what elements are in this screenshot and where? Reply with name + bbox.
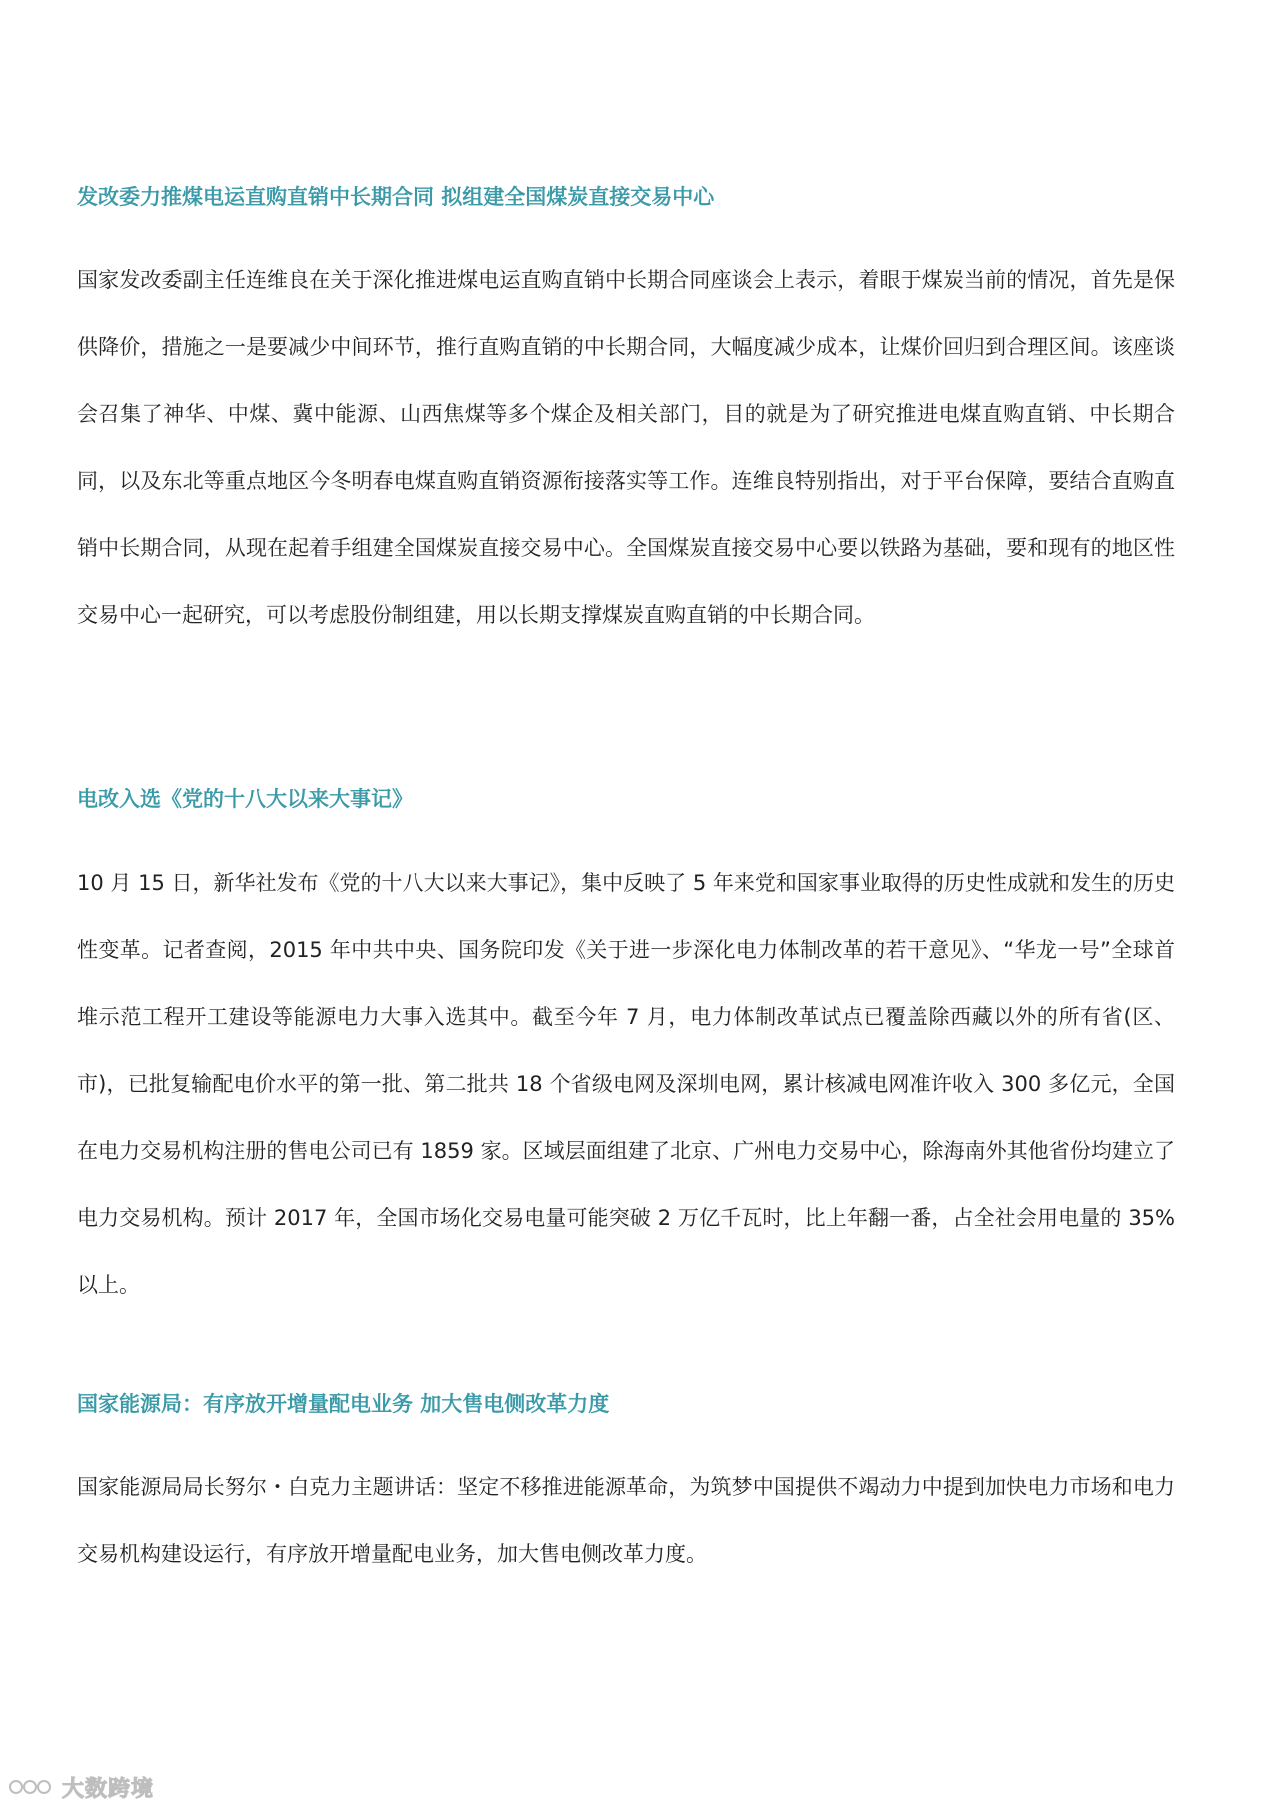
brand-logo-icon (8, 1774, 56, 1800)
article-section-coal-trading (77, 182, 1175, 649)
section-paragraph: 10 月 15 日，新华社发布《党的十八大以来大事记》，集中反映了 5 年来党和国家事业取得的历史性成就和发生的历史性变革。记者查阅，2015 年中共中央、国务院印发《关于进一步深化电力体制改革的若干意见》、“华龙一号”全球首堆示范工程开工建设等能源电力大事入选其中。截至今年 7 月，电力体制改革试点已覆盖除西藏以外的所有省(区、市)，已批复输配电价水平的第一批、第二批共 18 个省级电网及深圳电网，累计核减电网准许收入 300 多亿元，全国在电力交易机构注册的售电公司已有 1859 家。区域层面组建了北京、广州电力交易中心，除海南外其他省份均建立了电力交易机构。预计 2017 年，全国市场化交易电量可能突破 2 万亿千瓦时，比上年翻一番，占全社会用电量的 35%以上。 (77, 871, 1175, 1297)
watermark-text: 大数跨境 (62, 1776, 155, 1802)
section-paragraph: 国家能源局局长努尔・白克力主题讲话：坚定不移推进能源革命，为筑梦中国提供不竭动力中提到加快电力市场和电力交易机构建设运行，有序放开增量配电业务，加大售电侧改革力度。 (77, 1475, 1175, 1566)
section-heading: 发改委力推煤电运直购直销中长期合同 拟组建全国煤炭直接交易中心 (77, 185, 715, 209)
article-section-energy-bureau (77, 1389, 1175, 1588)
watermark (8, 1772, 154, 1802)
article-section-power-reform (77, 784, 1175, 1319)
section-heading: 国家能源局：有序放开增量配电业务 加大售电侧改革力度 (77, 1392, 610, 1416)
section-heading: 电改入选《党的十八大以来大事记》 (77, 787, 413, 811)
section-paragraph: 国家发改委副主任连维良在关于深化推进煤电运直购直销中长期合同座谈会上表示，着眼于煤炭当前的情况，首先是保供降价，措施之一是要减少中间环节，推行直购直销的中长期合同，大幅度减少成本，让煤价回归到合理区间。该座谈会召集了神华、中煤、冀中能源、山西焦煤等多个煤企及相关部门，目的就是为了研究推进电煤直购直销、中长期合同，以及东北等重点地区今冬明春电煤直购直销资源衔接落实等工作。连维良特别指出，对于平台保障，要结合直购直销中长期合同，从现在起着手组建全国煤炭直接交易中心。全国煤炭直接交易中心要以铁路为基础，要和现有的地区性交易中心一起研究，可以考虑股份制组建，用以长期支撑煤炭直购直销的中长期合同。 (77, 268, 1175, 627)
